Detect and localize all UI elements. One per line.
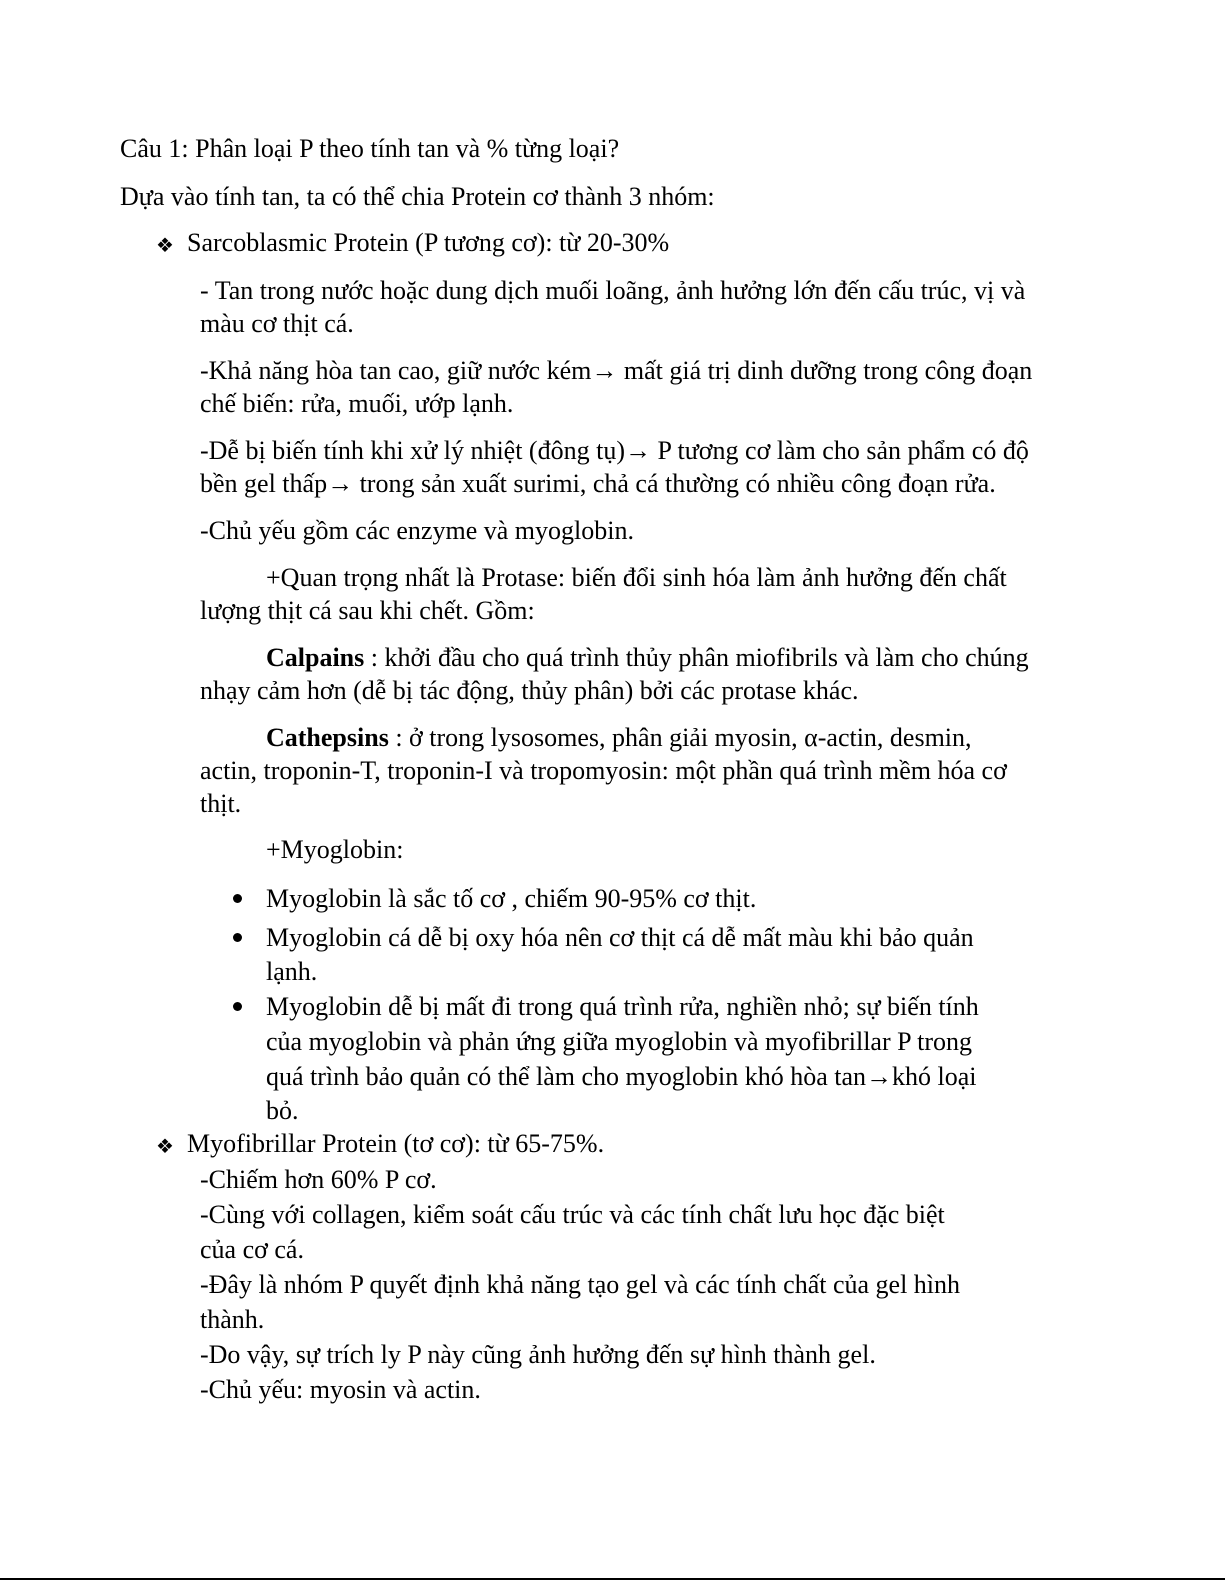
- group1-para3-line1: -Dễ bị biến tính khi xử lý nhiệt (đông tụ)→ P tương cơ làm cho sản phẩm có độ: [200, 436, 1029, 465]
- group2-line2a: -Cùng với collagen, kiểm soát cấu trúc và các tính chất lưu học đặc biệt: [200, 1200, 945, 1229]
- calpains-line1: [266, 641, 1029, 674]
- list-item-cont: bỏ.: [266, 1096, 299, 1125]
- group2-line5: -Chủ yếu: myosin và actin.: [200, 1375, 481, 1404]
- calpains-term: Calpains: [266, 643, 365, 672]
- dot-bullet-icon: [233, 933, 242, 942]
- diamond-bullet-icon: ❖: [156, 1134, 174, 1158]
- list-item-cont: lạnh.: [266, 957, 318, 986]
- group1-para3-line2: bền gel thấp→ trong sản xuất surimi, chả cá thường có nhiều công đoạn rửa.: [200, 469, 996, 498]
- dot-bullet-icon: [233, 1002, 242, 1011]
- group1-para4: -Chủ yếu gồm các enzyme và myoglobin.: [200, 516, 634, 545]
- dot-bullet-icon: [233, 894, 242, 903]
- group1-para1-line1: - Tan trong nước hoặc dung dịch muối loãng, ảnh hưởng lớn đến cấu trúc, vị và: [200, 276, 1026, 305]
- group1-para2-line2: chế biến: rửa, muối, ướp lạnh.: [200, 389, 514, 418]
- group1-para2-line1: -Khả năng hòa tan cao, giữ nước kém→ mất giá trị dinh dưỡng trong công đoạn: [200, 356, 1033, 385]
- group1-para1-line2: màu cơ thịt cá.: [200, 309, 354, 338]
- diamond-bullet-icon: ❖: [156, 233, 174, 257]
- myoglobin-heading: +Myoglobin:: [266, 835, 404, 864]
- intro-text: Dựa vào tính tan, ta có thể chia Protein cơ thành 3 nhóm:: [120, 182, 715, 211]
- protase-line2: lượng thịt cá sau khi chết. Gồm:: [200, 596, 535, 625]
- calpains-desc: : khởi đầu cho quá trình thủy phân miofibrils và làm cho chúng: [364, 643, 1029, 672]
- cathepsins-desc: : ở trong lysosomes, phân giải myosin, α-actin, desmin,: [388, 723, 972, 752]
- list-item-cont: của myoglobin và phản ứng giữa myoglobin và myofibrillar P trong: [266, 1027, 972, 1056]
- group2-title: Myofibrillar Protein (tơ cơ): từ 65-75%.: [187, 1129, 605, 1158]
- cathepsins-line2: actin, troponin-T, troponin-I và tropomyosin: một phần quá trình mềm hóa cơ: [200, 756, 1007, 785]
- group2-line2b: của cơ cá.: [200, 1235, 304, 1264]
- group2-line3a: -Đây là nhóm P quyết định khả năng tạo gel và các tính chất của gel hình: [200, 1270, 961, 1299]
- list-item: Myoglobin là sắc tố cơ , chiếm 90-95% cơ thịt.: [266, 884, 757, 913]
- list-item: Myoglobin dễ bị mất đi trong quá trình rửa, nghiền nhỏ; sự biến tính: [266, 992, 979, 1021]
- cathepsins-term: Cathepsins: [266, 723, 389, 752]
- group2-line3b: thành.: [200, 1305, 265, 1334]
- question-heading: Câu 1: Phân loại P theo tính tan và % từng loại?: [120, 134, 620, 163]
- group1-title: Sarcoblasmic Protein (P tương cơ): từ 20-30%: [187, 228, 670, 257]
- cathepsins-line3: thịt.: [200, 789, 242, 818]
- protase-line1: +Quan trọng nhất là Protase: biến đổi sinh hóa làm ảnh hưởng đến chất: [266, 563, 1007, 592]
- page-bottom-rule: [0, 1578, 1225, 1580]
- list-item: Myoglobin cá dễ bị oxy hóa nên cơ thịt cá dễ mất màu khi bảo quản: [266, 923, 974, 952]
- cathepsins-line1: [266, 721, 972, 754]
- group2-line1: -Chiếm hơn 60% P cơ.: [200, 1165, 437, 1194]
- calpains-line2: nhạy cảm hơn (dễ bị tác động, thủy phân) bởi các protase khác.: [200, 676, 859, 705]
- list-item-cont: quá trình bảo quản có thể làm cho myoglobin khó hòa tan→khó loại: [266, 1062, 977, 1091]
- group2-line4: -Do vậy, sự trích ly P này cũng ảnh hưởng đến sự hình thành gel.: [200, 1340, 876, 1369]
